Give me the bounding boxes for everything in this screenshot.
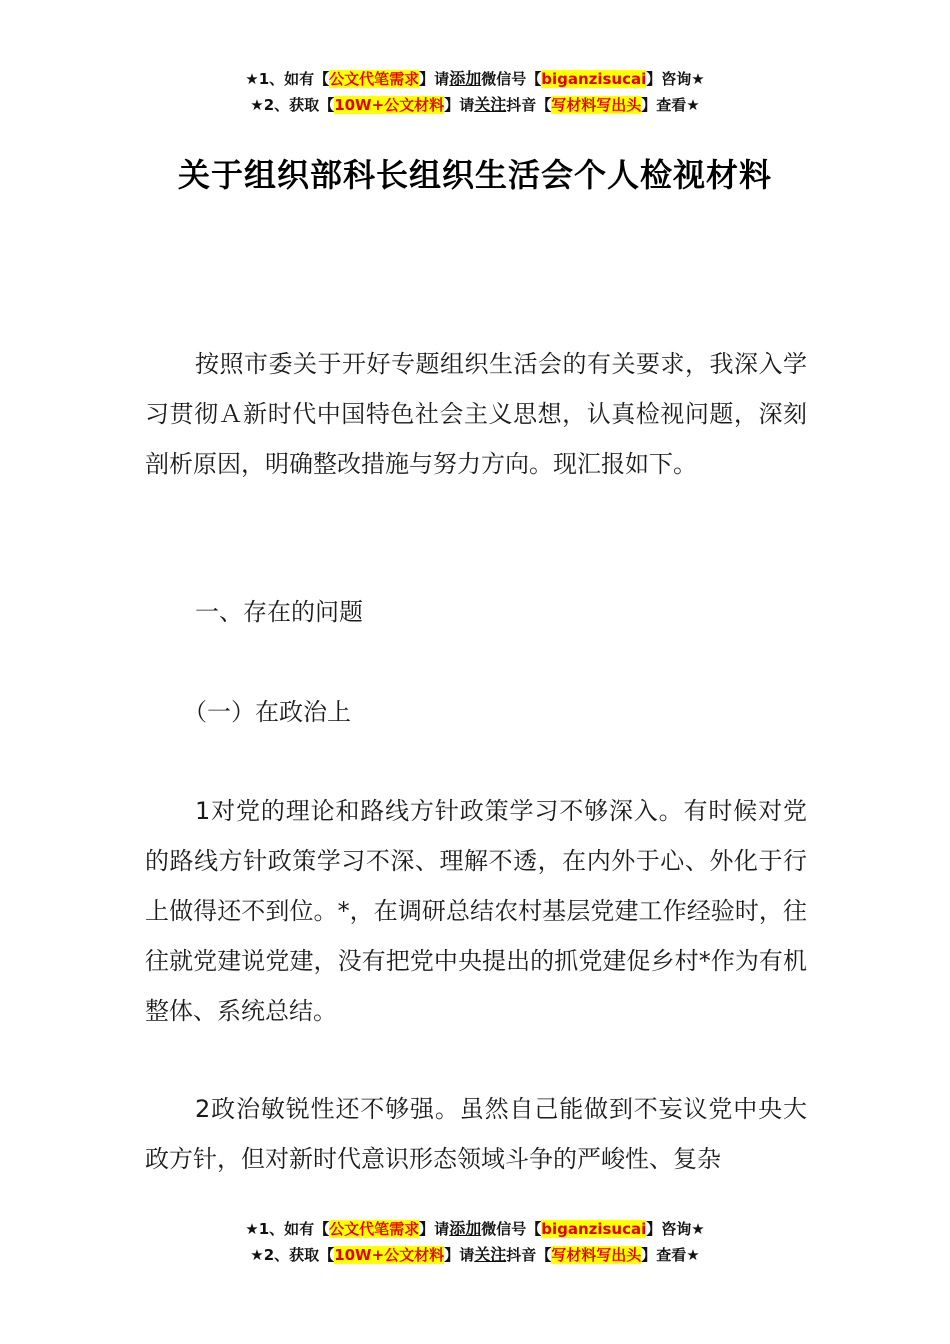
promo-highlight: 公文代笔需求 [329, 70, 420, 88]
promo-underlined: 关注 [474, 1245, 507, 1264]
subsection-heading: （一）在政治上 [183, 698, 351, 726]
promo-text: ★2、获取【 [250, 1246, 335, 1264]
promo-text: 】查看★ [641, 1246, 700, 1264]
promo-highlight: 公文代笔需求 [329, 1220, 420, 1238]
promo-line-1 [0, 66, 950, 92]
promo-wechat-id: biganzisucai [541, 1220, 647, 1238]
promo-text: ★1、如有【 [245, 1220, 330, 1238]
promo-text: 微信号【 [481, 1220, 542, 1238]
promo-highlight: 10W+公文材料 [334, 1246, 445, 1264]
promo-text: ★2、获取【 [250, 96, 335, 114]
promo-wechat-id: biganzisucai [541, 70, 647, 88]
document-title: 关于组织部科长组织生活会个人检视材料 [177, 156, 772, 194]
promo-text: 抖音【 [506, 1246, 552, 1264]
promo-text: 微信号【 [481, 70, 542, 88]
section-heading: 一、存在的问题 [195, 598, 363, 626]
promo-highlight: 10W+公文材料 [334, 96, 445, 114]
promo-underlined: 添加 [449, 69, 482, 88]
promo-douyin-id: 写材料写出头 [551, 1246, 642, 1264]
promo-text: 】咨询★ [646, 1220, 705, 1238]
promo-text: 】请 [444, 1246, 475, 1264]
promo-underlined: 关注 [474, 95, 507, 114]
promo-text: 】咨询★ [646, 70, 705, 88]
intro-paragraph: 按照市委关于开好专题组织生活会的有关要求，我深入学习贯彻Ａ新时代中国特色社会主义思想，认真检视问题，深刻剖析原因，明确整改措施与努力方向。现汇报如下。 [145, 350, 807, 478]
body-paragraph-2: 2政治敏锐性还不够强。虽然自己能做到不妄议党中央大政方针，但对新时代意识形态领域斗争的严峻性、复杂 [145, 1095, 807, 1173]
promo-text: ★1、如有【 [245, 70, 330, 88]
promo-banner-top [0, 66, 950, 118]
promo-line-2 [0, 1242, 950, 1268]
promo-line-1 [0, 1216, 950, 1242]
promo-text: 】请 [419, 1220, 450, 1238]
promo-douyin-id: 写材料写出头 [551, 96, 642, 114]
promo-text: 抖音【 [506, 96, 552, 114]
promo-line-2 [0, 92, 950, 118]
promo-text: 】查看★ [641, 96, 700, 114]
promo-banner-bottom [0, 1216, 950, 1268]
body-paragraph-1: 1对党的理论和路线方针政策学习不够深入。有时候对党的路线方针政策学习不深、理解不透，在内外于心、外化于行上做得还不到位。*，在调研总结农村基层党建工作经验时，往往就党建说党建，没有把党中央提出的抓党建促乡村*作为有机整体、系统总结。 [145, 797, 807, 1025]
promo-text: 】请 [419, 70, 450, 88]
promo-underlined: 添加 [449, 1219, 482, 1238]
promo-text: 】请 [444, 96, 475, 114]
